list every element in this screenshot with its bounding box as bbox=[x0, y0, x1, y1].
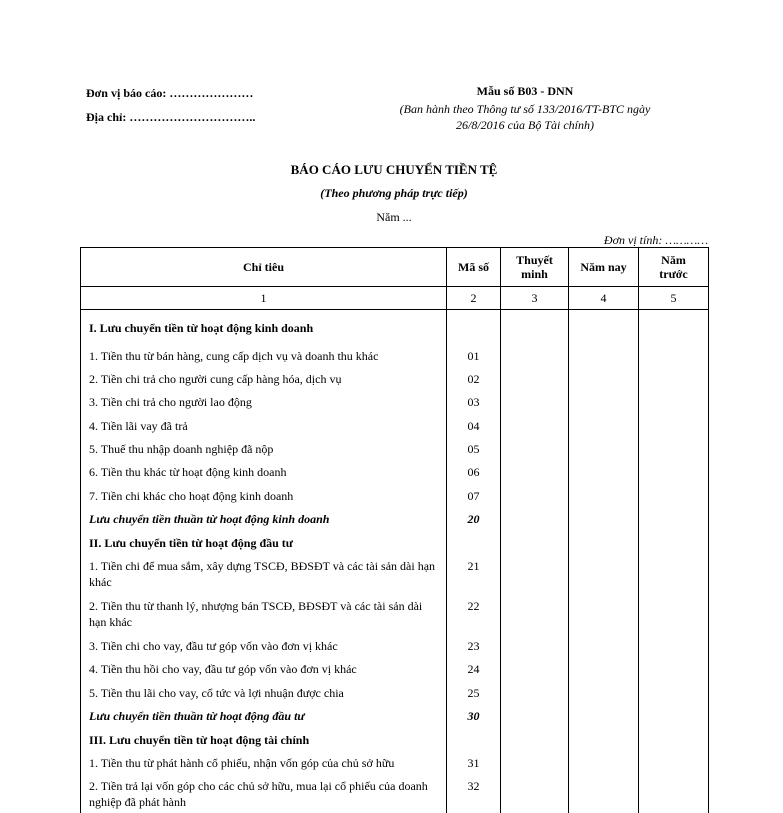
row-code bbox=[447, 530, 501, 553]
row-this-year-cell bbox=[569, 436, 639, 459]
row-note-cell bbox=[501, 633, 569, 656]
row-previous-year-cell bbox=[639, 633, 709, 656]
row-this-year-cell bbox=[569, 773, 639, 813]
row-code: 32 bbox=[447, 773, 501, 813]
row-note-cell bbox=[501, 389, 569, 412]
table-row bbox=[81, 459, 709, 482]
table-row bbox=[81, 680, 709, 703]
row-this-year-cell bbox=[569, 593, 639, 633]
row-note-cell bbox=[501, 310, 569, 343]
row-this-year-cell bbox=[569, 389, 639, 412]
table-header-row bbox=[81, 248, 709, 287]
row-previous-year-cell bbox=[639, 310, 709, 343]
row-indicator: 1. Tiền thu từ phát hành cổ phiếu, nhận vốn góp của chủ sở hữu bbox=[81, 750, 447, 773]
row-indicator: II. Lưu chuyển tiền từ hoạt động đầu tư bbox=[81, 530, 447, 553]
row-previous-year-cell bbox=[639, 389, 709, 412]
form-code-block bbox=[380, 83, 670, 133]
row-indicator: 2. Tiền chi trả cho người cung cấp hàng hóa, dịch vụ bbox=[81, 366, 447, 389]
row-indicator: 4. Tiền thu hồi cho vay, đầu tư góp vốn vào đơn vị khác bbox=[81, 656, 447, 679]
row-indicator: 7. Tiền chi khác cho hoạt động kinh doanh bbox=[81, 483, 447, 506]
row-indicator: 2. Tiền trả lại vốn góp cho các chủ sở hữu, mua lại cổ phiếu của doanh nghiệp đã phát hành bbox=[81, 773, 447, 813]
reporting-unit-label: Đơn vị báo cáo: ………………… bbox=[86, 86, 254, 100]
column-number: 3 bbox=[501, 287, 569, 310]
column-number: 5 bbox=[639, 287, 709, 310]
row-previous-year-cell bbox=[639, 343, 709, 366]
table-row bbox=[81, 530, 709, 553]
column-number: 1 bbox=[81, 287, 447, 310]
row-code: 21 bbox=[447, 553, 501, 593]
row-this-year-cell bbox=[569, 750, 639, 773]
table-row bbox=[81, 506, 709, 529]
row-code: 23 bbox=[447, 633, 501, 656]
row-code: 31 bbox=[447, 750, 501, 773]
table-row bbox=[81, 413, 709, 436]
row-note-cell bbox=[501, 656, 569, 679]
row-indicator: Lưu chuyển tiền thuần từ hoạt động đầu tư bbox=[81, 703, 447, 726]
form-code: Mẫu số B03 - DNN bbox=[476, 84, 574, 98]
table-row bbox=[81, 593, 709, 633]
table-row bbox=[81, 703, 709, 726]
row-code: 30 bbox=[447, 703, 501, 726]
row-code: 07 bbox=[447, 483, 501, 506]
row-code: 25 bbox=[447, 680, 501, 703]
table-row bbox=[81, 436, 709, 459]
table-row bbox=[81, 656, 709, 679]
row-previous-year-cell bbox=[639, 530, 709, 553]
row-previous-year-cell bbox=[639, 773, 709, 813]
row-indicator: 6. Tiền thu khác từ hoạt động kinh doanh bbox=[81, 459, 447, 482]
row-indicator: 5. Tiền thu lãi cho vay, cổ tức và lợi nhuận được chia bbox=[81, 680, 447, 703]
row-this-year-cell bbox=[569, 506, 639, 529]
row-code: 24 bbox=[447, 656, 501, 679]
row-code: 04 bbox=[447, 413, 501, 436]
row-previous-year-cell bbox=[639, 593, 709, 633]
report-year: Năm ... bbox=[376, 210, 412, 224]
row-previous-year-cell bbox=[639, 459, 709, 482]
report-subtitle: (Theo phương pháp trực tiếp) bbox=[320, 186, 468, 200]
row-indicator: 1. Tiền chi để mua sắm, xây dựng TSCĐ, BĐSĐT và các tài sản dài hạn khác bbox=[81, 553, 447, 593]
table-row bbox=[81, 366, 709, 389]
reporting-entity-block bbox=[86, 82, 255, 128]
row-this-year-cell bbox=[569, 703, 639, 726]
row-code: 05 bbox=[447, 436, 501, 459]
row-previous-year-cell bbox=[639, 436, 709, 459]
row-previous-year-cell bbox=[639, 727, 709, 750]
row-note-cell bbox=[501, 680, 569, 703]
header-note: Thuyết minh bbox=[501, 248, 569, 287]
row-code: 20 bbox=[447, 506, 501, 529]
table-row bbox=[81, 633, 709, 656]
row-indicator: 3. Tiền chi trả cho người lao động bbox=[81, 389, 447, 412]
row-previous-year-cell bbox=[639, 413, 709, 436]
table-row bbox=[81, 773, 709, 813]
cash-flow-table bbox=[80, 247, 709, 813]
row-note-cell bbox=[501, 727, 569, 750]
row-code: 02 bbox=[447, 366, 501, 389]
table-row bbox=[81, 310, 709, 343]
row-previous-year-cell bbox=[639, 506, 709, 529]
row-note-cell bbox=[501, 343, 569, 366]
row-note-cell bbox=[501, 530, 569, 553]
row-code: 03 bbox=[447, 389, 501, 412]
row-this-year-cell bbox=[569, 656, 639, 679]
column-number-row bbox=[81, 287, 709, 310]
row-indicator: 4. Tiền lãi vay đã trả bbox=[81, 413, 447, 436]
row-previous-year-cell bbox=[639, 750, 709, 773]
row-note-cell bbox=[501, 703, 569, 726]
row-note-cell bbox=[501, 773, 569, 813]
address-label: Địa chỉ: ………………………….. bbox=[86, 110, 256, 124]
row-note-cell bbox=[501, 436, 569, 459]
row-previous-year-cell bbox=[639, 483, 709, 506]
issuance-note-line2: 26/8/2016 của Bộ Tài chính) bbox=[456, 118, 594, 132]
table-row bbox=[81, 727, 709, 750]
row-indicator: 3. Tiền chi cho vay, đầu tư góp vốn vào đơn vị khác bbox=[81, 633, 447, 656]
currency-unit: Đơn vị tính: ………… bbox=[603, 233, 708, 247]
row-note-cell bbox=[501, 750, 569, 773]
row-this-year-cell bbox=[569, 366, 639, 389]
header-indicator: Chỉ tiêu bbox=[81, 248, 447, 287]
row-code: 01 bbox=[447, 343, 501, 366]
row-previous-year-cell bbox=[639, 553, 709, 593]
row-note-cell bbox=[501, 593, 569, 633]
row-this-year-cell bbox=[569, 727, 639, 750]
table-row bbox=[81, 343, 709, 366]
row-this-year-cell bbox=[569, 483, 639, 506]
header-previous-year: Năm trước bbox=[639, 248, 709, 287]
issuance-note-line1: (Ban hành theo Thông tư số 133/2016/TT-BTC ngày bbox=[399, 102, 651, 116]
row-code: 06 bbox=[447, 459, 501, 482]
header-code: Mã số bbox=[447, 248, 501, 287]
row-this-year-cell bbox=[569, 553, 639, 593]
column-number: 2 bbox=[447, 287, 501, 310]
row-this-year-cell bbox=[569, 459, 639, 482]
row-code bbox=[447, 310, 501, 343]
row-code bbox=[447, 727, 501, 750]
header-this-year: Năm nay bbox=[569, 248, 639, 287]
row-this-year-cell bbox=[569, 530, 639, 553]
row-indicator: III. Lưu chuyển tiền từ hoạt động tài chính bbox=[81, 727, 447, 750]
row-indicator: I. Lưu chuyển tiền từ hoạt động kinh doanh bbox=[81, 310, 447, 343]
row-indicator: 2. Tiền thu từ thanh lý, nhượng bán TSCĐ, BĐSĐT và các tài sản dài hạn khác bbox=[81, 593, 447, 633]
row-note-cell bbox=[501, 553, 569, 593]
row-this-year-cell bbox=[569, 310, 639, 343]
row-note-cell bbox=[501, 459, 569, 482]
row-indicator: 1. Tiền thu từ bán hàng, cung cấp dịch vụ và doanh thu khác bbox=[81, 343, 447, 366]
row-indicator: 5. Thuế thu nhập doanh nghiệp đã nộp bbox=[81, 436, 447, 459]
row-note-cell bbox=[501, 506, 569, 529]
row-previous-year-cell bbox=[639, 366, 709, 389]
table-row bbox=[81, 389, 709, 412]
row-this-year-cell bbox=[569, 413, 639, 436]
row-this-year-cell bbox=[569, 343, 639, 366]
report-title: BÁO CÁO LƯU CHUYỂN TIỀN TỆ bbox=[290, 162, 498, 177]
row-note-cell bbox=[501, 483, 569, 506]
row-indicator: Lưu chuyển tiền thuần từ hoạt động kinh doanh bbox=[81, 506, 447, 529]
row-previous-year-cell bbox=[639, 703, 709, 726]
row-previous-year-cell bbox=[639, 680, 709, 703]
table-row bbox=[81, 553, 709, 593]
row-note-cell bbox=[501, 366, 569, 389]
row-previous-year-cell bbox=[639, 656, 709, 679]
table-row bbox=[81, 483, 709, 506]
row-this-year-cell bbox=[569, 680, 639, 703]
row-note-cell bbox=[501, 413, 569, 436]
column-number: 4 bbox=[569, 287, 639, 310]
row-code: 22 bbox=[447, 593, 501, 633]
table-row bbox=[81, 750, 709, 773]
row-this-year-cell bbox=[569, 633, 639, 656]
